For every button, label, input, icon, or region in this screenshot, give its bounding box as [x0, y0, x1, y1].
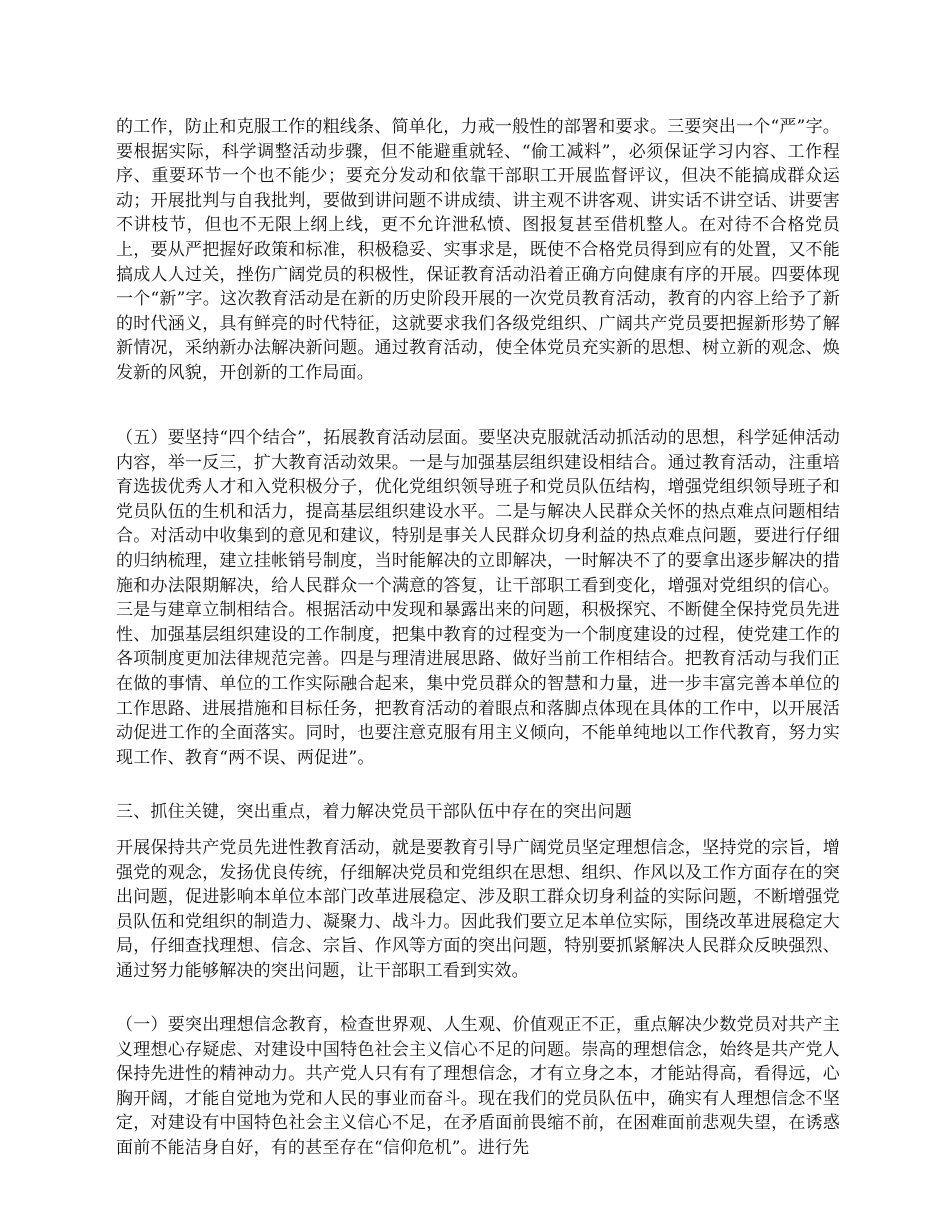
- section-heading: 三、抓住关键，突出重点，着力解决党员干部队伍中存在的突出问题: [116, 802, 632, 822]
- body-paragraph: （五）要坚持“四个结合”，拓展教育活动层面。要坚决克服就活动抓活动的思想，科学延伸活动内容，举一反三，扩大教育活动效果。一是与加强基层组织建设相结合。通过教育活动，注重培育选拔优秀人才和入党积极分子，优化党组织领导班子和党员队伍结构，增强党组织领导班子和党员队伍的生机和活力，提高基层组织建设水平。二是与解决人民群众关怀的热点难点问题相结合。对活动中收集到的意见和建议，特别是事关人民群众切身利益的热点难点问题，要进行仔细的归纳梳理，建立挂帐销号制度，当时能解决的立即解决，一时解决不了的要拿出逐步解决的措施和办法限期解决，给人民群众一个满意的答复，让干部职工看到变化，增强对党组织的信心。三是与建章立制相结合。根据活动中发现和暴露出来的问题，积极探究、不断健全保持党员先进性、加强基层组织建设的工作制度，把集中教育的过程变为一个制度建设的过程，使党建工作的各项制度更加法律规范完善。四是与理清进展思路、做好当前工作相结合。把教育活动与我们正在做的事情、单位的工作实际融合起来，集中党员群众的智慧和力量，进一步丰富完善本单位的工作思路、进展措施和目标任务，把教育活动的着眼点和落脚点体现在具体的工作中，以开展活动促进工作的全面落实。同时，也要注意克服有用主义倾向，不能单纯地以工作代教育，努力实现工作、教育“两不误、两促进”。: [116, 428, 840, 768]
- body-paragraph: （一）要突出理想信念教育，检查世界观、人生观、价值观正不正，重点解决少数党员对共产主义理想心存疑虑、对建设中国特色社会主义信心不足的问题。崇高的理想信念，始终是共产党人保持先进性的精神动力。共产党人只有有了理想信念，才有立身之本，才能站得高，看得远，心胸开阔，才能自觉地为党和人民的事业而奋斗。现在我们的党员队伍中，确实有人理想信念不坚定，对建设有中国特色社会主义信心不足，在矛盾面前畏缩不前，在困难面前悲观失望，在诱惑面前不能洁身自好，有的甚至存在“信仰危机”。进行先: [116, 1015, 840, 1158]
- body-paragraph: 开展保持共产党员先进性教育活动，就是要教育引导广阔党员坚定理想信念，坚持党的宗旨，增强党的观念，发扬优良传统，仔细解决党员和党组织在思想、组织、作风以及工作方面存在的突出问题，促进影响本单位本部门改革进展稳定、涉及职工群众切身利益的实际问题，不断增强党员队伍和党组织的制造力、凝聚力、战斗力。因此我们要立足本单位实际，围绕改革进展稳定大局，仔细查找理想、信念、宗旨、作风等方面的突出问题，特别要抓紧解决人民群众反映强烈、通过努力能够解决的突出问题，让干部职工看到实效。: [116, 838, 840, 981]
- body-paragraph: 的工作，防止和克服工作的粗线条、简单化，力戒一般性的部署和要求。三要突出一个“严”字。要根据实际，科学调整活动步骤，但不能避重就轻、“偷工减料”，必须保证学习内容、工作程序、重要环节一个也不能少；要充分发动和依靠干部职工开展监督评议，但决不能搞成群众运动；开展批判与自我批判，要做到讲问题不讲成绩、讲主观不讲客观、讲实话不讲空话、讲要害不讲枝节，但也不无限上纲上线，更不允许泄私愤、图报复甚至借机整人。在对待不合格党员上，要从严把握好政策和标准，积极稳妥、实事求是，既使不合格党员得到应有的处置，又不能搞成人人过关，挫伤广阔党员的积极性，保证教育活动沿着正确方向健康有序的开展。四要体现一个“新”字。这次教育活动是在新的历史阶段开展的一次党员教育活动，教育的内容上给予了新的时代涵义，具有鲜亮的时代特征，这就要求我们各级党组织、广阔共产党员要把握新形势了解新情况，采纳新办法解决新问题。通过教育活动，使全体党员充实新的思想、树立新的观念、焕发新的风貌，开创新的工作局面。: [116, 117, 840, 383]
